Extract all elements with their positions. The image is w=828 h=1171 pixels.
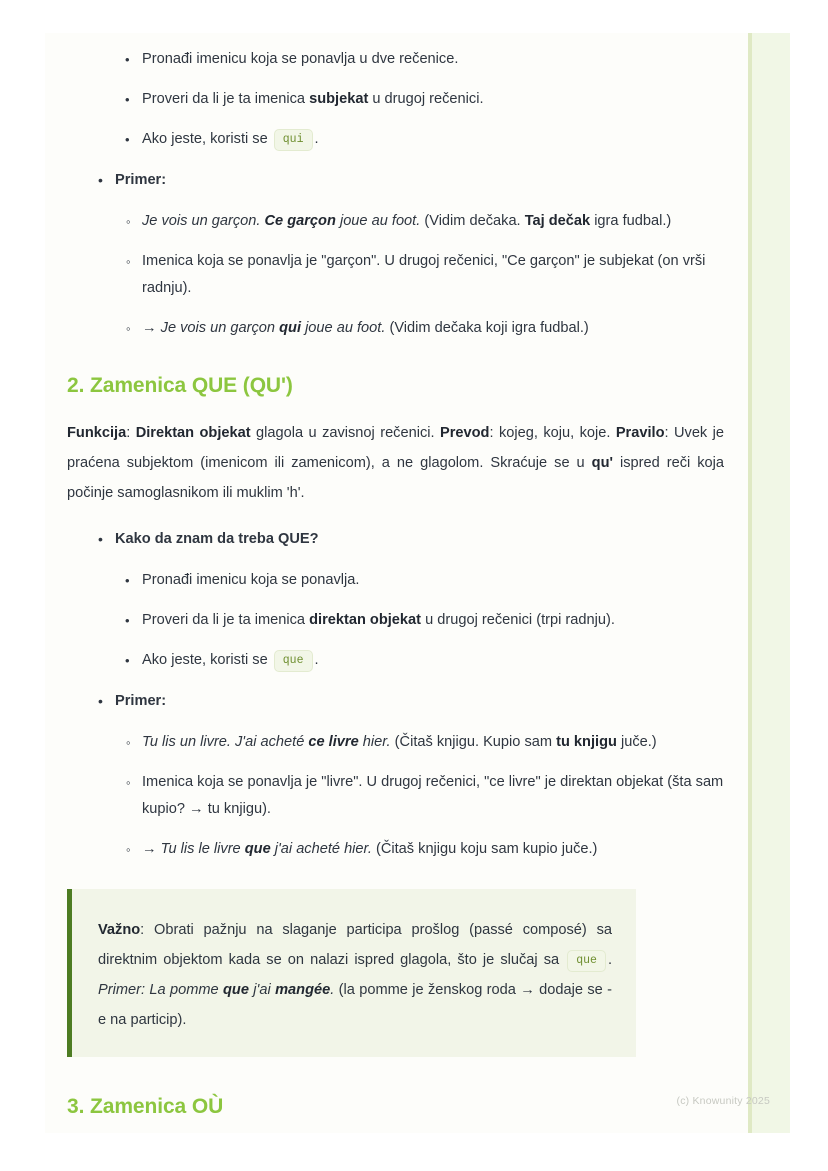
example-fr-a: Tu lis un livre. J'ai acheté	[142, 734, 305, 750]
list-item	[67, 208, 726, 235]
code-chip-qui: qui	[274, 129, 313, 151]
qui-primer-list	[67, 167, 726, 194]
para-text-1: glagola u zavisnoj rečenici.	[250, 425, 440, 441]
section-heading-ou: 3. Zamenica OÙ	[67, 1095, 224, 1118]
list-item-primer	[67, 688, 726, 715]
example-fr-bold: Ce garçon	[264, 213, 336, 229]
list-item	[67, 647, 726, 674]
example-fr-b: joue au foot.	[305, 320, 386, 336]
list-item	[67, 769, 726, 823]
list-item-text-pre: Ako jeste, koristi se	[142, 652, 272, 668]
sep: :	[126, 425, 136, 441]
example-sr-bold: Taj dečak	[524, 213, 591, 229]
list-item	[67, 46, 726, 73]
list-item-text-pre: Proveri da li je ta imenica	[142, 612, 310, 628]
example-sr-a: (Čitaš knjigu. Kupio sam	[394, 734, 553, 750]
example-fr-a: Tu lis le livre	[160, 841, 241, 857]
right-accent-panel	[748, 33, 790, 1133]
list-item-text-bold: direktan objekat	[309, 612, 422, 628]
bullet-dot-icon: •	[98, 693, 103, 709]
example-fr-bold: ce livre	[308, 734, 359, 750]
code-chip-que: que	[274, 650, 313, 672]
bullet-dot-icon: •	[125, 653, 130, 668]
example-sr-b: igra fudbal.)	[594, 213, 672, 229]
bullet-circle-icon: ◦	[126, 775, 131, 790]
list-item-text-bold: subjekat	[309, 91, 369, 107]
section-heading-que: 2. Zamenica QUE (QU')	[67, 374, 293, 397]
bullet-circle-icon: ◦	[126, 735, 131, 750]
bullet-dot-icon: •	[125, 92, 130, 107]
example-fr-b: j'ai acheté hier.	[274, 841, 372, 857]
important-callout	[67, 889, 636, 1057]
example-fr-a: Je vois un garçon.	[142, 213, 261, 229]
bold-qu-apostrophe: qu'	[591, 455, 613, 471]
list-item-text-post: u drugoj rečenici (trpi radnju).	[421, 612, 615, 628]
example-fr-b: hier.	[362, 734, 391, 750]
list-item	[67, 126, 726, 153]
que-howto-list	[67, 526, 726, 553]
list-item-primer	[67, 167, 726, 194]
list-item-text: Pronađi imenicu koja se ponavlja.	[142, 572, 360, 588]
document-page	[45, 33, 790, 1133]
list-item-text-post: u drugoj rečenici.	[368, 91, 484, 107]
bullet-dot-icon: •	[125, 132, 130, 147]
callout-italic-mid: j'ai	[248, 982, 276, 998]
document-content	[45, 33, 748, 1133]
label-funkcija: Funkcija	[67, 425, 127, 441]
que-examples-list	[67, 729, 726, 863]
list-item-text-post: .	[314, 131, 319, 147]
label-prevod: Prevod	[439, 425, 490, 441]
list-item	[67, 567, 726, 594]
list-item	[67, 86, 726, 113]
arrow-glyph-icon: →	[142, 841, 157, 857]
bullet-circle-icon: ◦	[126, 254, 131, 269]
que-steps-list	[67, 567, 726, 674]
code-chip-que: que	[567, 950, 606, 972]
callout-italic-end: .	[330, 982, 335, 998]
bullet-dot-icon: •	[98, 172, 103, 188]
bullet-circle-icon: ◦	[126, 842, 131, 857]
que-primer-list	[67, 688, 726, 715]
list-item	[67, 607, 726, 634]
primer-label: Primer:	[115, 693, 167, 709]
bullet-dot-icon: •	[125, 613, 130, 628]
bullet-circle-icon: ◦	[126, 321, 131, 336]
que-definition-paragraph	[67, 418, 726, 508]
callout-italic-bold-mangee: mangée	[275, 982, 331, 998]
list-item-howto	[67, 526, 726, 553]
callout-text-2: .	[607, 952, 612, 968]
example-fr-a: Je vois un garçon	[160, 320, 276, 336]
callout-label-vazno: Važno	[98, 922, 141, 938]
qui-steps-list	[67, 46, 726, 153]
howto-label: Kako da znam da treba QUE?	[115, 531, 319, 547]
callout-text	[98, 915, 612, 1035]
example-sr: (Vidim dečaka koji igra fudbal.)	[389, 320, 589, 336]
example-fr-b: joue au foot.	[339, 213, 421, 229]
callout-text-3: (la pomme je ženskog roda → dodaje se -e na particip).	[98, 982, 612, 1028]
para-text-3: Uvek je praćena subjektom (imenicom ili zamenicom), a ne glagolom. Skraćuje se u	[67, 425, 725, 471]
list-item-text: Pronađi imenicu koja se ponavlja u dve rečenice.	[142, 51, 459, 67]
label-pravilo: Pravilo	[615, 425, 665, 441]
bullet-dot-icon: •	[98, 531, 103, 547]
para-text-2: kojeg, koju, koje.	[498, 425, 616, 441]
list-item	[67, 315, 726, 342]
para-text-4: ispred reči koja počinje samoglasnikom ili muklim 'h'.	[67, 455, 724, 501]
callout-italic-bold-que: que	[223, 982, 249, 998]
bullet-dot-icon: •	[125, 573, 130, 588]
bold-direktan-objekat: Direktan objekat	[135, 425, 251, 441]
qui-examples-list	[67, 208, 726, 342]
example-explanation: Imenica koja se ponavlja je "livre". U drugoj rečenici, "ce livre" je direktan objekat (šta sam kupio? → tu knjigu).	[142, 774, 724, 817]
example-sr-b: juče.)	[620, 734, 657, 750]
list-item	[67, 248, 726, 302]
list-item-text-pre: Ako jeste, koristi se	[142, 131, 272, 147]
list-item-text-pre: Proveri da li je ta imenica	[142, 91, 310, 107]
example-fr-bold: que	[244, 841, 271, 857]
list-item	[67, 836, 726, 863]
example-sr: (Čitaš knjigu koju sam kupio juče.)	[375, 841, 598, 857]
bullet-circle-icon: ◦	[126, 214, 131, 229]
example-sr-a: (Vidim dečaka.	[424, 213, 521, 229]
watermark: (c) Knowunity 2025	[676, 1095, 770, 1107]
primer-label: Primer:	[115, 172, 167, 188]
list-item-text-post: .	[314, 652, 319, 668]
example-sr-bold: tu knjigu	[556, 734, 617, 750]
callout-text-1: Obrati pažnju na slaganje participa prošlog (passé composé) sa direktnim objektom kada se on nalazi ispred glagola, što je slučaj sa	[98, 922, 612, 968]
list-item	[67, 729, 726, 756]
sep: :	[140, 922, 155, 938]
sep: :	[489, 425, 499, 441]
callout-italic-lead: Primer: La pomme	[98, 982, 223, 998]
example-explanation: Imenica koja se ponavlja je "garçon". U drugoj rečenici, "Ce garçon" je subjekat (on vrši radnju).	[142, 253, 706, 296]
example-fr-bold: qui	[279, 320, 301, 336]
sep: :	[664, 425, 674, 441]
bullet-dot-icon: •	[125, 52, 130, 67]
arrow-glyph-icon: →	[142, 320, 157, 336]
